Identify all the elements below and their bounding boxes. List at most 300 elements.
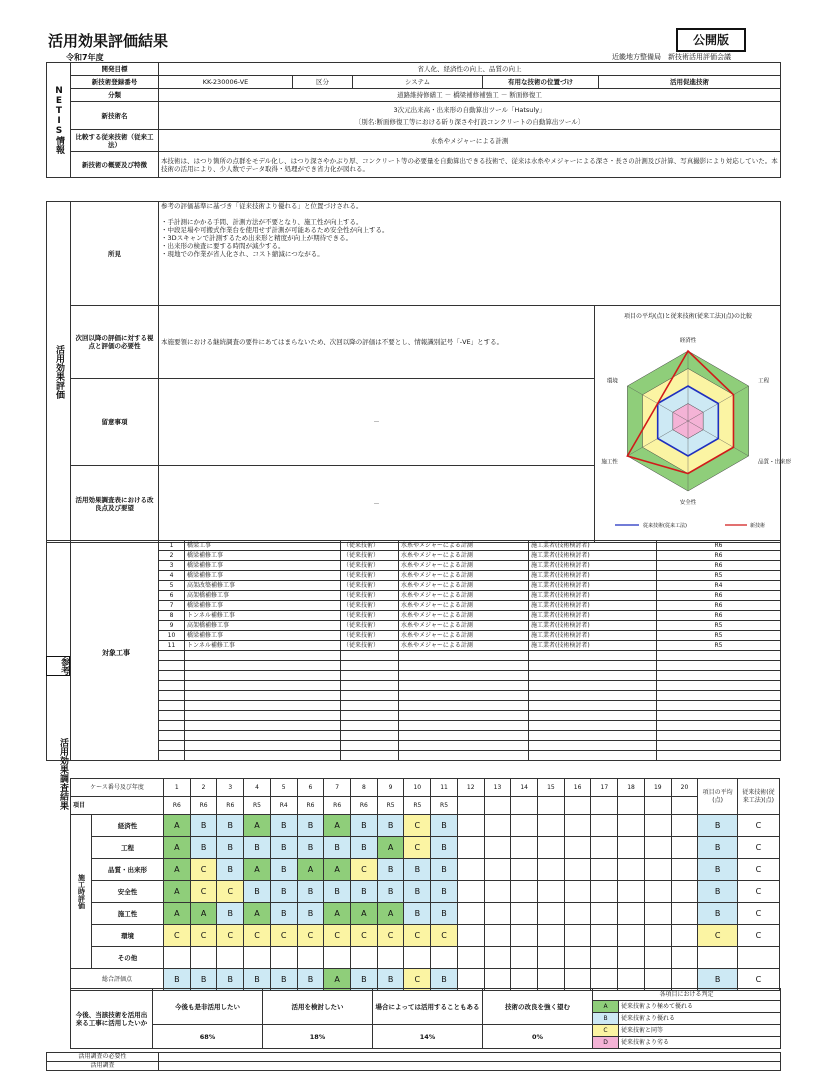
grade-cell [591,815,618,837]
grade-cell [564,925,591,947]
total-cell: C [404,969,431,991]
grade-cell [564,859,591,881]
grade-cell: B [244,881,271,903]
grade-cell [644,815,671,837]
grade-cell: A [244,903,271,925]
grade-cell: A [163,903,190,925]
work-org: 施工業者(技術検討者) [529,621,657,631]
work-method: 水糸やメジャーによる計測 [399,641,529,651]
item-name: 品質・出来形 [91,859,163,881]
work-compare: （従来技術） [341,541,399,551]
grade-cell [457,903,484,925]
work-compare: （従来技術） [341,611,399,621]
legend-text: 従来技術と同等 [619,1025,781,1037]
kaizen-label: 活用効果調査表における改良点及び要望 [71,466,159,543]
grade-cell: C [217,881,244,903]
case-year [511,797,538,815]
future-option: 場合によっては活用することもある [373,989,483,1025]
case-number: 7 [324,779,351,797]
legend-old: 従来技術(従来工法) [643,523,687,529]
group-label: 施工時評価 [71,815,92,969]
grade-cell: B [270,903,297,925]
case-year [644,797,671,815]
radar-title: 項目の平均(点)と従来技術(従来工法)(点)の比較 [623,313,753,320]
work-name: 高架橋補修工事 [185,621,341,631]
grade-cell: B [297,881,324,903]
work-no: 11 [159,641,185,651]
total-cell: B [163,969,190,991]
total-cell: B [431,969,458,991]
work-year: R6 [657,611,781,621]
grade-cell: B [324,881,351,903]
grade-cell: A [377,903,404,925]
work-year [657,681,781,691]
tech-alias: 〔別名:断面修復工等における斫り深さや打設コンクリートの自動算出ツール〕 [354,117,585,126]
future-option: 今後も是非活用したい [153,989,263,1025]
work-year: R6 [657,601,781,611]
work-year [657,721,781,731]
grade-cell: B [404,903,431,925]
grade-cell [163,947,190,969]
grade-cell [244,947,271,969]
grade-cell: A [244,859,271,881]
work-year [657,671,781,681]
netis-side-label: NETIS情報 [47,63,71,178]
grade-cell [564,947,591,969]
case-number: 10 [404,779,431,797]
case-number: 2 [190,779,217,797]
case-year: R4 [270,797,297,815]
grade-cell [591,881,618,903]
old-cell: C [737,815,779,837]
legend-text: 従来技術より優れる [619,1013,781,1025]
total-old: C [737,969,779,991]
grade-cell: B [297,903,324,925]
grade-cell: A [297,859,324,881]
total-cell: B [270,969,297,991]
footer-label: 活用調査の必要性 [47,1053,159,1062]
work-method: 水糸やメジャーによる計測 [399,571,529,581]
work-compare: （従来技術） [341,601,399,611]
work-method [399,711,529,721]
grade-cell: C [404,925,431,947]
work-compare: （従来技術） [341,551,399,561]
grade-cell [644,925,671,947]
case-number: 6 [297,779,324,797]
grades-table [70,778,780,991]
avg-cell: B [698,859,738,881]
kubun-value: システム [353,76,483,89]
grade-cell [591,903,618,925]
fiscal-year: 令和7年度 [66,53,104,62]
grade-cell: C [377,925,404,947]
case-year: R5 [404,797,431,815]
grade-cell: A [163,815,190,837]
old-cell: C [737,881,779,903]
work-compare: （従来技術） [341,581,399,591]
work-method [399,731,529,741]
footer-table [46,1052,781,1071]
work-name [185,671,341,681]
shoken-line: ・3Dスキャンで計測するため出来形と精度が向上が期待できる。 [161,234,353,242]
grade-cell: C [190,881,217,903]
grade-cell [671,881,698,903]
works-table [46,540,781,761]
work-year [657,691,781,701]
grade-cell: A [351,903,378,925]
work-method [399,721,529,731]
grade-cell: B [217,815,244,837]
work-org [529,701,657,711]
grade-cell: B [351,881,378,903]
avg-cell: B [698,903,738,925]
work-org: 施工業者(技術検討者) [529,591,657,601]
shoken-line: 参考の評価基準に基づき「従来技術より優れる」と位置づけされる。 [161,202,363,210]
old-cell: C [737,925,779,947]
grade-cell [457,947,484,969]
case-year [564,797,591,815]
work-no: 1 [159,541,185,551]
grade-cell [538,903,565,925]
work-compare [341,741,399,751]
grade-cell: B [377,881,404,903]
jikai-label: 次回以降の評価に対する視点と評価の必要性 [71,306,159,379]
work-year: R5 [657,621,781,631]
grade-cell [671,837,698,859]
netis-value: 省人化、経済性の向上、品質の向上 [159,63,781,76]
legend-text: 従来技術より極めて優れる [619,1001,781,1013]
work-row [47,541,781,551]
grade-cell [591,859,618,881]
grade-cell: C [324,925,351,947]
work-name [185,721,341,731]
work-no [159,671,185,681]
work-compare [341,751,399,761]
taisho-label: 対象工事 [76,648,156,658]
grade-row [71,881,780,903]
work-method [399,741,529,751]
grade-cell [351,947,378,969]
work-method: 水糸やメジャーによる計測 [399,631,529,641]
case-number: 16 [564,779,591,797]
grade-cell: A [324,903,351,925]
grade-cell: A [324,815,351,837]
work-no [159,691,185,701]
case-number: 3 [217,779,244,797]
grade-cell [644,859,671,881]
work-year: R5 [657,641,781,651]
item-name: 経済性 [91,815,163,837]
work-year: R6 [657,561,781,571]
legend-title: 各項目における判定 [593,989,781,1001]
grade-cell: C [431,925,458,947]
total-cell: B [190,969,217,991]
work-no: 3 [159,561,185,571]
netis-label: 新技術名 [71,102,159,130]
grade-cell: C [404,815,431,837]
work-method: 水糸やメジャーによる計測 [399,591,529,601]
avg-cell: B [698,837,738,859]
grade-cell: B [431,881,458,903]
grade-cell [618,903,645,925]
grade-cell [618,947,645,969]
grade-cell: A [163,859,190,881]
grade-cell: C [351,859,378,881]
case-year: R6 [351,797,378,815]
shoken-line: ・出来形の検査に要する時間が減少する。 [161,242,285,250]
work-compare: （従来技術） [341,591,399,601]
work-org [529,751,657,761]
grade-cell: A [324,859,351,881]
grade-cell [511,903,538,925]
old-cell: C [737,859,779,881]
work-no [159,701,185,711]
grade-cell [484,925,511,947]
shoken-line: ・中段足場や可搬式作業台を使用せず計測が可能あるため安全性が向上する。 [161,226,389,234]
shoken-line: ・現地での作業が省人化され、コスト縮減につながる。 [161,250,324,258]
work-name [185,661,341,671]
item-name: その他 [91,947,163,969]
radar-axis-label: 環境 [606,378,618,385]
item-name: 安全性 [91,881,163,903]
work-compare: （従来技術） [341,641,399,651]
grade-cell [538,925,565,947]
work-compare: （従来技術） [341,631,399,641]
grade-cell: B [431,837,458,859]
work-no [159,681,185,691]
work-compare [341,681,399,691]
grade-cell [270,947,297,969]
grade-cell: B [351,815,378,837]
work-compare: （従来技術） [341,561,399,571]
work-no: 7 [159,601,185,611]
work-method: 水糸やメジャーによる計測 [399,581,529,591]
work-org [529,721,657,731]
grade-cell [671,947,698,969]
work-no: 2 [159,551,185,561]
grade-cell: B [377,859,404,881]
grade-cell [511,881,538,903]
future-label: 今後、当該技術を活用出来る工事に活用したいか [71,989,153,1049]
grade-cell: B [190,815,217,837]
grade-cell [618,881,645,903]
grade-cell [404,947,431,969]
work-name: 高架橋補修工事 [185,591,341,601]
grade-cell: C [270,925,297,947]
grade-cell: A [244,815,271,837]
shoken-body [159,202,781,306]
grade-cell [511,815,538,837]
work-no [159,741,185,751]
grade-cell [511,925,538,947]
case-year [618,797,645,815]
grade-cell: B [244,837,271,859]
grade-cell: B [404,859,431,881]
radar-chart [595,306,792,540]
grade-cell [538,881,565,903]
avg-cell: C [698,925,738,947]
grade-cell [457,815,484,837]
case-label: ケース番号及び年度 [71,779,164,797]
case-number: 11 [431,779,458,797]
grade-cell [511,947,538,969]
netis-label: 開発目標 [71,63,159,76]
grade-cell: B [297,815,324,837]
work-year: R6 [657,591,781,601]
work-no [159,651,185,661]
netis-value: 水糸やメジャーによる計測 [159,130,781,152]
work-name [185,681,341,691]
work-method: 水糸やメジャーによる計測 [399,551,529,561]
total-cell: B [377,969,404,991]
ichi-label: 有用な技術の位置づけ [483,76,599,89]
work-name: 橋梁補修工事 [185,571,341,581]
netis-value: 道路維持修繕工 － 橋梁補修補強工 － 断面修復工 [159,89,781,102]
work-org [529,711,657,721]
kaizen-value: － [159,466,595,543]
grade-cell [297,947,324,969]
case-number: 20 [671,779,698,797]
grade-cell [457,881,484,903]
shoken-line [161,210,778,218]
grade-cell: B [377,815,404,837]
future-table [70,988,781,1049]
netis-value [159,102,781,130]
grade-cell: C [244,925,271,947]
work-method [399,751,529,761]
work-org [529,671,657,681]
avg-cell [698,947,738,969]
evaluation-table [46,201,792,543]
legend-grade: D [593,1037,619,1049]
case-year: R6 [217,797,244,815]
grade-cell [671,925,698,947]
netis-label: 比較する従来技術（従来工法） [71,130,159,152]
grade-cell [377,947,404,969]
old-cell: C [737,903,779,925]
work-org: 施工業者(技術検討者) [529,571,657,581]
avg-label: 項目の平均(点) [698,779,738,815]
work-name [185,651,341,661]
grade-cell: B [431,859,458,881]
case-year: R6 [163,797,190,815]
case-number: 8 [351,779,378,797]
work-method [399,691,529,701]
work-org [529,661,657,671]
shoken-label: 所見 [71,202,159,306]
grade-cell [484,859,511,881]
grade-cell [484,947,511,969]
work-org [529,651,657,661]
work-method: 水糸やメジャーによる計測 [399,611,529,621]
work-name [185,751,341,761]
grade-cell: B [351,837,378,859]
future-pct: 14% [373,1025,483,1049]
work-year [657,731,781,741]
grade-cell: B [217,837,244,859]
work-no: 9 [159,621,185,631]
work-year: R4 [657,581,781,591]
total-avg: B [698,969,738,991]
case-number: 5 [270,779,297,797]
work-org: 施工業者(技術検討者) [529,581,657,591]
side-spacer [47,541,71,761]
grade-cell [564,881,591,903]
grade-cell [671,903,698,925]
page-title: 活用効果評価結果 [48,32,169,50]
case-number: 14 [511,779,538,797]
future-pct: 18% [263,1025,373,1049]
item-name: 工程 [91,837,163,859]
grade-row [71,903,780,925]
old-label: 従来技術(従来工法)(点) [737,779,779,815]
work-no: 4 [159,571,185,581]
shoken-line: ・手計測にかかる手間、計測方法が不要となり、施工性が向上する。 [161,218,363,226]
grade-cell: A [163,881,190,903]
work-no: 10 [159,631,185,641]
grade-cell [591,947,618,969]
grade-cell [538,947,565,969]
total-cell: B [297,969,324,991]
case-year: R5 [377,797,404,815]
radar-cell [595,306,792,543]
grade-cell: B [217,903,244,925]
case-year: R5 [244,797,271,815]
work-year [657,661,781,671]
grade-cell: C [163,925,190,947]
work-method [399,661,529,671]
grade-row [71,947,780,969]
work-name: トンネル補修工事 [185,641,341,651]
legend-grade: B [593,1013,619,1025]
work-org: 施工業者(技術検討者) [529,641,657,651]
work-year: R5 [657,571,781,581]
grade-cell: C [217,925,244,947]
future-pct: 0% [483,1025,593,1049]
grade-cell [538,815,565,837]
grade-cell: C [351,925,378,947]
work-no [159,721,185,731]
work-year [657,711,781,721]
grade-cell: B [270,815,297,837]
grade-cell: B [431,903,458,925]
grade-cell: C [190,925,217,947]
work-no [159,711,185,721]
legend-grade: A [593,1001,619,1013]
case-year [538,797,565,815]
case-number: 15 [538,779,565,797]
work-compare [341,711,399,721]
future-option: 活用を検討したい [263,989,373,1025]
work-method: 水糸やメジャーによる計測 [399,561,529,571]
netis-label: 分類 [71,89,159,102]
work-org: 施工業者(技術検討者) [529,561,657,571]
netis-label: 新技術登録番号 [71,76,159,89]
chosa-side-label: 活用効果調査結果 [58,738,68,810]
item-name: 環境 [91,925,163,947]
work-org [529,741,657,751]
ryui-label: 留意事項 [71,378,159,465]
work-year: R5 [657,631,781,641]
work-compare [341,721,399,731]
grade-cell [618,815,645,837]
grade-cell [484,815,511,837]
work-compare [341,701,399,711]
grade-cell: C [297,925,324,947]
grade-cell [671,815,698,837]
grade-cell [591,925,618,947]
work-compare: （従来技術） [341,571,399,581]
